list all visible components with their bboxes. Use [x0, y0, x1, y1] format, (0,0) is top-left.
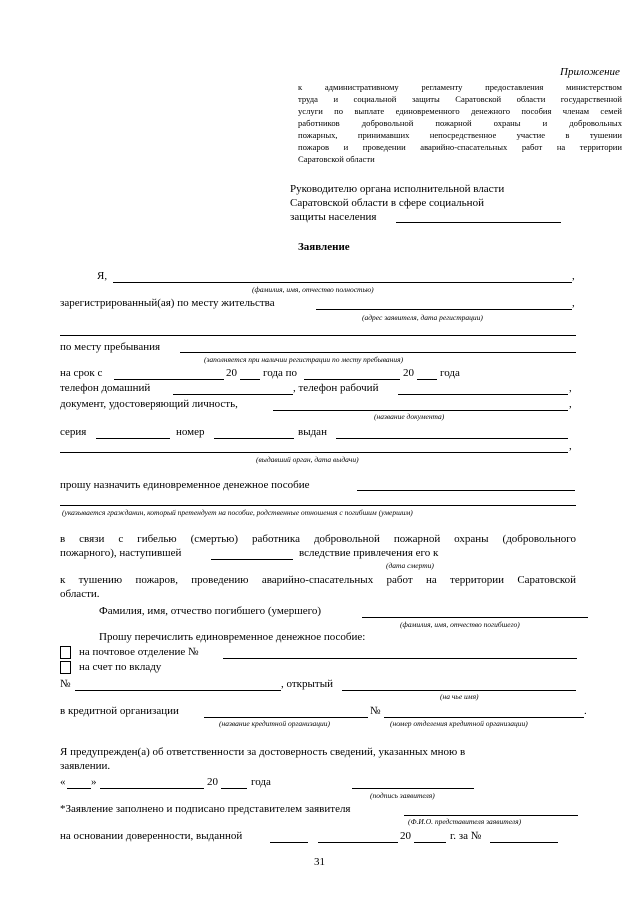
date-quote-close: » [91, 776, 97, 788]
term-from-label: на срок с [60, 367, 103, 379]
deceased-label: Фамилия, имя, отчество погибшего (умершего) [99, 605, 322, 617]
term-to-label: года по [263, 367, 298, 379]
death-line-1: в связи с гибелью (смертью) работника добровольной пожарной охраны (добровольного [60, 533, 576, 545]
term-from-year-field[interactable] [240, 379, 260, 380]
credit-no-label: № [370, 705, 381, 717]
registration-address-line-2[interactable] [60, 335, 576, 336]
death-line-2b: вследствие привлечения его к [299, 547, 439, 559]
appendix-line-1: к административному регламенту предоставления министерством [298, 82, 622, 92]
id-doc-field[interactable] [273, 410, 568, 411]
appendix-line-7: Саратовской области [298, 154, 375, 164]
proxy-date-field[interactable] [318, 842, 398, 843]
term-to-year-field[interactable] [417, 379, 437, 380]
registered-comma: , [572, 297, 575, 309]
proxy-number-label: г. за № [450, 830, 482, 842]
warning-line-1: Я предупрежден(а) об ответственности за достоверность сведений, указанных мною в [60, 746, 466, 758]
appendix-line-5: пожарных, принимавших непосредственное участие в тушении [298, 130, 622, 140]
series-field[interactable] [96, 438, 170, 439]
term-year-prefix-2: 20 [403, 367, 414, 379]
issued-comma: , [569, 440, 572, 452]
issued-field[interactable] [336, 438, 568, 439]
hint-deceased: (фамилия, имя, отчество погибшего) [400, 620, 520, 629]
hint-address: (адрес заявителя, дата регистрации) [362, 313, 483, 322]
proxy-year-prefix: 20 [400, 830, 411, 842]
death-date-field[interactable] [211, 559, 293, 560]
transfer-label: Прошу перечислить единовременное денежное пособие: [99, 631, 366, 643]
hint-credit-name: (название кредитной организации) [219, 719, 331, 728]
credit-period: . [584, 705, 587, 717]
applicant-name-field[interactable] [113, 282, 572, 283]
deposit-label: на счет по вкладу [79, 661, 162, 673]
hint-whose: (на чье имя) [440, 692, 479, 701]
account-holder-field[interactable] [342, 690, 576, 691]
credit-org-label: в кредитной организации [60, 705, 179, 717]
phone-home-field[interactable] [173, 394, 293, 395]
post-office-field[interactable] [223, 658, 577, 659]
post-office-checkbox[interactable] [60, 646, 71, 659]
hint-relative: (указывается гражданин, который претендует на пособие, родственные отношения с погибшим (умершим) [62, 508, 413, 517]
date-quote-open: « [60, 776, 66, 788]
account-no-label: № [60, 678, 71, 690]
representative-name-field[interactable] [404, 815, 578, 816]
phone-comma: , [569, 382, 572, 394]
date-day-field[interactable] [67, 788, 91, 789]
account-number-field[interactable] [75, 690, 281, 691]
hint-issuer: (выдавший орган, дата выдачи) [256, 455, 359, 464]
addressee-line-2: Саратовской области в сфере социальной [290, 197, 484, 209]
fire-line-2: области. [60, 588, 100, 600]
representative-label: *Заявление заполнено и подписано представителем заявителя [60, 803, 351, 815]
proxy-number-field[interactable] [490, 842, 558, 843]
document-title: Заявление [298, 241, 350, 253]
deposit-checkbox[interactable] [60, 661, 71, 674]
issued-field-line-2[interactable] [60, 452, 568, 453]
series-label: серия [60, 426, 87, 438]
appendix-line-3: услуги по выплате единовременного денежного пособия членам семей [298, 106, 622, 116]
proxy-year-field[interactable] [414, 842, 446, 843]
post-office-label: на почтовое отделение № [79, 646, 199, 658]
hint-death-date: (дата смерти) [386, 561, 434, 570]
request-label: прошу назначить единовременное денежное пособие [60, 479, 310, 491]
death-line-2a: пожарного), наступившей [60, 547, 182, 559]
term-to-field[interactable] [304, 379, 400, 380]
appendix-line-4: работников добровольной пожарной охраны и добровольных [298, 118, 622, 128]
registered-label: зарегистрированный(ая) по месту жительства [60, 297, 275, 309]
registration-address-field[interactable] [316, 309, 572, 310]
stay-label: по месту пребывания [60, 341, 161, 353]
opened-label: , открытый [281, 678, 333, 690]
phone-home-label: телефон домашний [60, 382, 151, 394]
hint-stay: (заполняется при наличии регистрации по месту пребывания) [204, 355, 404, 364]
addressee-line-3: защиты населения [290, 211, 377, 223]
addressee-field[interactable] [396, 222, 561, 223]
addressee-line-1: Руководителю органа исполнительной власти [290, 183, 505, 195]
hint-credit-branch: (номер отделения кредитной организации) [390, 719, 528, 728]
date-year-label: года [251, 776, 271, 788]
beneficiary-field-line-2[interactable] [60, 505, 576, 506]
number-field[interactable] [214, 438, 294, 439]
phone-work-label: , телефон рабочий [293, 382, 379, 394]
stay-address-field[interactable] [180, 352, 576, 353]
date-year-prefix: 20 [207, 776, 218, 788]
beneficiary-field[interactable] [357, 490, 575, 491]
term-from-field[interactable] [114, 379, 224, 380]
id-doc-comma: , [569, 398, 572, 410]
date-year-field[interactable] [221, 788, 247, 789]
i-comma: , [572, 270, 575, 282]
page-number: 31 [314, 856, 325, 868]
fire-line-1: к тушению пожаров, проведению аварийно-спасательных работ на территории Саратовской [60, 574, 576, 586]
hint-doc-name: (название документа) [374, 412, 445, 421]
appendix-line-6: пожаров и проведении аварийно-спасательных работ на территории [298, 142, 622, 152]
hint-fio: (фамилия, имя, отчество полностью) [252, 285, 374, 294]
i-label: Я, [97, 270, 108, 282]
issued-label: выдан [298, 426, 327, 438]
appendix-title: Приложение [560, 66, 620, 78]
warning-line-2: заявлении. [60, 760, 111, 772]
proxy-label: на основании доверенности, выданной [60, 830, 243, 842]
term-year-label: года [440, 367, 460, 379]
deceased-name-field[interactable] [362, 617, 588, 618]
term-year-prefix-1: 20 [226, 367, 237, 379]
phone-work-field[interactable] [398, 394, 568, 395]
credit-branch-field[interactable] [384, 717, 584, 718]
number-label: номер [176, 426, 205, 438]
hint-rep: (Ф.И.О. представителя заявителя) [408, 817, 522, 826]
credit-org-field[interactable] [204, 717, 368, 718]
hint-sign: (подпись заявителя) [370, 791, 435, 800]
applicant-signature-field[interactable] [352, 788, 474, 789]
id-doc-label: документ, удостоверяющий личность, [60, 398, 238, 410]
proxy-issuer-field[interactable] [270, 842, 308, 843]
date-month-field[interactable] [100, 788, 204, 789]
appendix-line-2: труда и социальной защиты Саратовской области государственной [298, 94, 622, 104]
